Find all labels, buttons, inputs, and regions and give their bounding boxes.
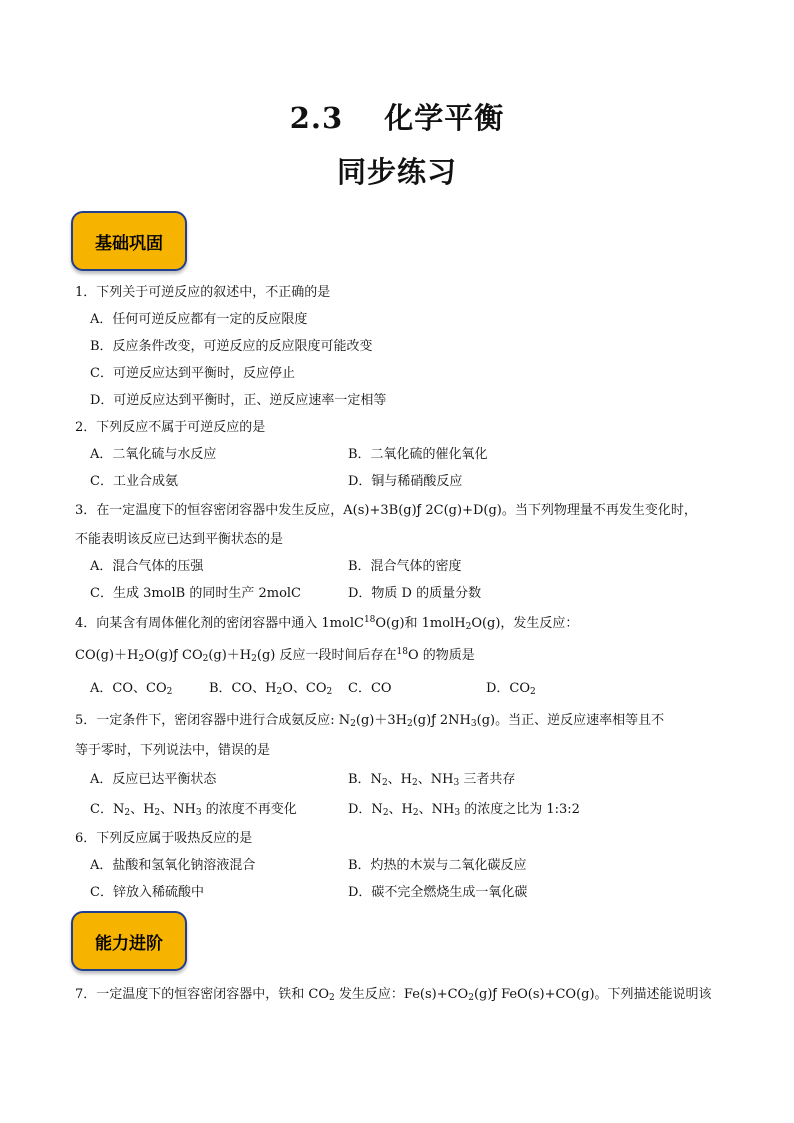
question-6-option-b: B．灼热的木炭与二氧化碳反应: [348, 858, 527, 873]
question-3-option-b: B．混合气体的密度: [348, 559, 462, 574]
question-5-option-a: A．反应已达平衡状态: [90, 772, 217, 787]
question-4-option-c: C．CO: [348, 681, 392, 696]
question-1-option-b: B．反应条件改变，可逆反应的反应限度可能改变: [90, 339, 373, 354]
section-badge-basic: 基础巩固: [71, 211, 187, 271]
question-6-option-c: C．锌放入稀硫酸中: [90, 885, 204, 900]
question-4-stem: 4．向某含有周体催化剂的密闭容器中通入 1molC$^{18}$O(g)和 1molH$_2$O(g)，发生反应：: [75, 615, 579, 632]
question-1-stem: 1．下列关于可逆反应的叙述中，不正确的是: [75, 285, 331, 300]
question-1-option-d: D．可逆反应达到平衡时，正、逆反应速率一定相等: [90, 393, 387, 408]
question-2-option-a: A．二氧化硫与水反应: [90, 447, 217, 462]
question-1-option-c: C．可逆反应达到平衡时，反应停止: [90, 366, 295, 381]
page-subtitle: 同步练习: [336, 155, 457, 189]
question-6-option-d: D．碳不完全燃烧生成一氧化碳: [348, 885, 528, 900]
question-7-stem: 7．一定温度下的恒容密闭容器中，铁和 $CO_2$ 发生反应：$Fe(s)+CO_2(g)ƒ$ FeO(s)+CO(g)。下列描述能说明该: [75, 987, 712, 1003]
question-3-option-d: D．物质 D 的质量分数: [348, 586, 482, 601]
question-3-stem: 3．在一定温度下的恒容密闭容器中发生反应，A(s)+3B(g)ƒ 2C(g)+D(g)。当下列物理量不再发生变化时，: [75, 503, 697, 518]
question-3-option-a: A．混合气体的压强: [90, 559, 204, 574]
question-3-option-c: C．生成 3molB 的同时生产 2molC: [90, 586, 302, 601]
question-4-option-d: D．$CO_2$: [486, 681, 536, 697]
question-6-stem: 6．下列反应属于吸热反应的是: [75, 831, 253, 846]
question-5-stem: 5．一定条件下，密闭容器中进行合成氨反应: $N_2(g)+3H_2(g)ƒ$ $2NH_3(g)$。当正、逆反应速率相等且不: [75, 713, 665, 729]
question-2-option-b: B．二氧化硫的催化氧化: [348, 447, 488, 462]
question-2-option-d: D．铜与稀硝酸反应: [348, 474, 463, 489]
equilibrium-arrow-icon: ƒ: [492, 987, 497, 1002]
question-3-stem-cont: 不能表明该反应已达到平衡状态的是: [75, 532, 284, 547]
question-4-option-b: B．CO、$H_2O$、$CO_2$: [209, 681, 333, 697]
section-badge-advanced: 能力进阶: [71, 911, 187, 971]
question-2-option-c: C．工业合成氨: [90, 474, 178, 489]
equilibrium-arrow-icon: ƒ: [416, 503, 422, 518]
equilibrium-arrow-icon: ƒ: [173, 648, 178, 663]
question-2-stem: 2．下列反应不属于可逆反应的是: [75, 420, 266, 435]
question-4-option-a: A．CO、$CO_2$: [90, 681, 173, 697]
equilibrium-arrow-icon: ƒ: [431, 713, 436, 728]
question-5-option-c: C．$N_2$、$H_2$、$NH_3$ 的浓度不再变化: [90, 802, 297, 818]
question-5-option-b: B．$N_2$、$H_2$、$NH_3$ 三者共存: [348, 772, 516, 788]
question-5-option-d: D．$N_2$、$H_2$、$NH_3$ 的浓度之比为 1:3:2: [348, 802, 580, 818]
question-4-equation: $CO(g)+H_2O(g)ƒ$ $CO_2(g)+H_2(g)$ 反应一段时间后存在$^{18}$O 的物质是: [75, 647, 475, 664]
question-1-option-a: A．任何可逆反应都有一定的反应限度: [90, 312, 308, 327]
page-title: 2.3 化学平衡: [289, 101, 505, 135]
question-5-stem-cont: 等于零时，下列说法中，错误的是: [75, 743, 271, 758]
question-6-option-a: A．盐酸和氢氧化钠溶液混合: [90, 858, 256, 873]
